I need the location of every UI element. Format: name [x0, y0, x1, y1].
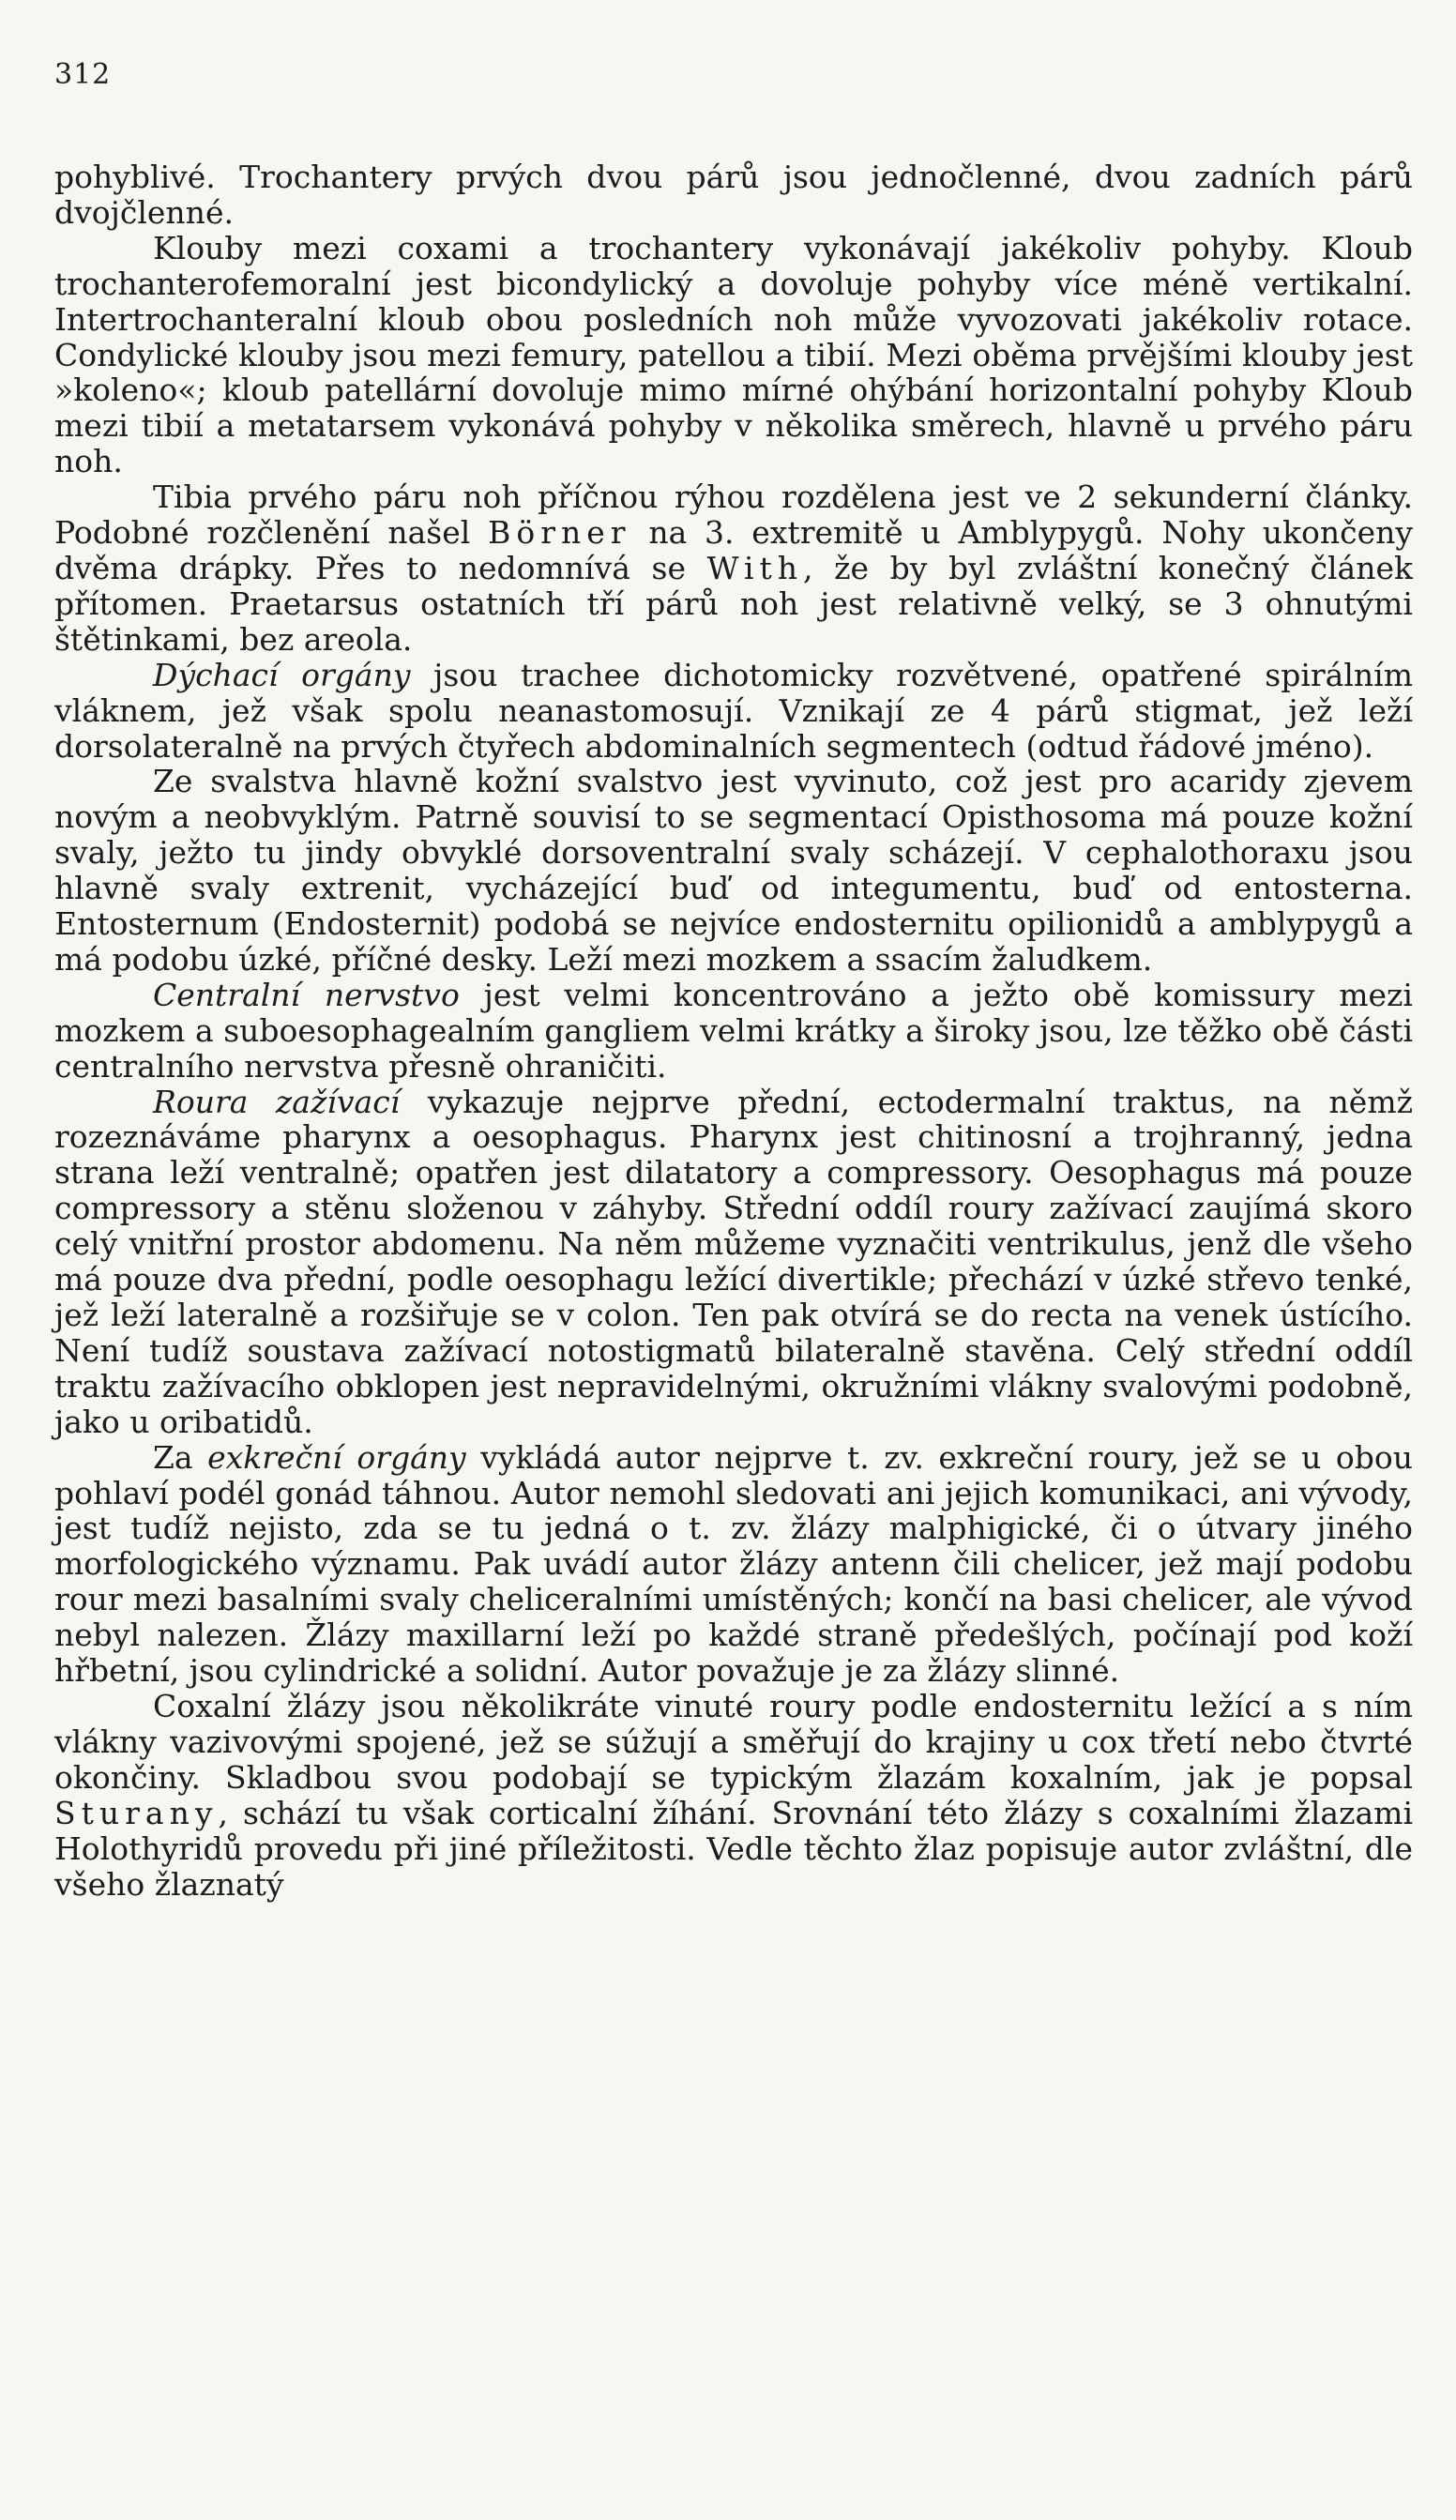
text-run: jest velmi koncentrováno a ježto obě komissury mezi mozkem a suboesophagealním gangliem velmi krátky a široky jsou, lze těžko obě části centralního nervstva přesně ohraničiti. [54, 976, 1413, 1085]
paragraph-coxal-glands [54, 1689, 1413, 1902]
paragraph-excretory [54, 1440, 1413, 1689]
author-name-sturany: Sturany [54, 1794, 219, 1831]
body-text [54, 159, 1413, 1902]
page-number: 312 [54, 58, 112, 91]
author-name-borner: Börner [488, 514, 631, 552]
text-run: Coxalní žlázy jsou několikráte vinuté roury podle endosternitu ležící a s ním vlákny vazivovými spojené, jež se súžují a směřují do krajiny u cox třetí nebo čtvrté okončiny. Skladbou svou podobají se typickým žlazám koxalním, jak je popsal [54, 1687, 1413, 1796]
paragraph-joints [54, 231, 1413, 479]
text-run: , že by byl zvláštní konečný článek přítomen. Praetarsus ostatních tří párů noh jest relativně velký, se 3 ohnutými štětinkami, bez areola. [54, 549, 1413, 658]
paragraph-respiratory [54, 658, 1413, 765]
text-run: na 3. extremitě u Amblypygů. Nohy ukončeny dvěma drápky. Přes to nedomnívá se [54, 514, 1414, 586]
section-heading-digestive: Roura zažívací [153, 1083, 401, 1120]
paragraph-tibia [54, 479, 1413, 658]
text-run: vykazuje nejprve přední, ectodermalní traktus, na němž rozeznáváme pharynx a oesophagus. Pharynx jest chitinosní a trojhranný, jedna strana leží ventralně; opatřen jest dilatatory a compressory. Oesophagus má pouze compressory a stěnu složenou v záhyby. Střední oddíl roury zažívací zaujímá skoro celý vnitřní prostor abdomenu. Na něm můžeme vyznačiti ventrikulus, jenž dle všeho má pouze dva přední, podle oesophagu ležící divertikle; přechází v úzké střevo tenké, jež leží lateralně a rozšiřuje se v colon. Ten pak otvírá se do recta na venek ústícího. Není tudíž soustava zažívací notostigmatů bilateralně stavěna. Celý střední oddíl traktu zažívacího obklopen jest nepravidelnými, okružními vlákny svalovými podobně, jako u oribatidů. [54, 1083, 1414, 1440]
paragraph-continuation [54, 159, 1413, 231]
section-heading-respiratory: Dýchací orgány [153, 656, 411, 693]
text-run: vykládá autor nejprve t. zv. exkreční roury, jež se u obou pohlaví podél gonád táhnou. Autor nemohl sledovati ani jejich komunikaci, ani vývody, jest tudíž nejisto, zda se tu jedná o t. zv. žlázy malphigické, či o útvary jiného morfologického významu. Pak uvádí autor žlázy antenn čili chelicer, jež mají podobu rour mezi basalními svaly cheliceralními umístěných; končí na basi chelicer, ale vývod nebyl nalezen. Žlázy maxillarní leží po každé straně předešlých, počínají pod koží hřbetní, jsou cylindrické a solidní. Autor považuje je za žlázy slinné. [54, 1438, 1414, 1690]
text-run: pohyblivé. Trochantery prvých dvou párů jsou jednočlenné, dvou zadních párů dvojčlenné. [54, 159, 1413, 231]
text-run: Klouby mezi coxami a trochantery vykonávají jakékoliv pohyby. Kloub trochanterofemoralní jest bicondylický a dovoluje pohyby více méně vertikalní. Intertrochanteralní kloub obou posledních noh může vyvozovati jakékoliv rotace. Condylické klouby jsou mezi femury, patellou a tibií. Mezi oběma prvějšími klouby jest »koleno«; kloub patellární dovoluje mimo mírné ohýbání horizontalní pohyby Kloub mezi tibií a metatarsem vykonává pohyby v několika směrech, hlavně u prvého páru noh. [54, 229, 1413, 480]
paragraph-musculature [54, 764, 1413, 977]
paragraph-nervous [54, 978, 1413, 1085]
text-run: , schází tu však corticalní žíhání. Srovnání této žlázy s coxalními žlazami Holothyridů provedu při jiné příležitosti. Vedle těchto žlaz popisuje autor zvláštní, dle všeho žlaznatý [54, 1794, 1413, 1903]
text-run: jsou trachee dichotomicky rozvětvené, opatřené spirálním vláknem, jež však spolu neanastomosují. Vznikají ze 4 párů stigmat, jež leží dorsolateralně na prvých čtyřech abdominalních segmentech (odtud řádové jméno). [54, 656, 1413, 765]
section-heading-excretory: exkreční orgány [207, 1438, 466, 1476]
paragraph-digestive [54, 1085, 1413, 1440]
text-run: Ze svalstva hlavně kožní svalstvo jest vyvinuto, což jest pro acaridy zjevem novým a neobvyklým. Patrně souvisí to se segmentací Opisthosoma má pouze kožní svaly, ježto tu jindy obvyklé dorsoventralní svaly scházejí. V cephalothoraxu jsou hlavně svaly extrenit, vycházející buď od integumentu, buď od entosterna. Entosternum (Endosternit) podobá se nejvíce endosternitu opilionidů a amblypygů a má podobu úzké, příčné desky. Leží mezi mozkem a ssacím žaludkem. [54, 763, 1413, 978]
author-name-with: With [706, 549, 804, 586]
text-run: Tibia prvého páru noh příčnou rýhou rozdělena jest ve 2 sekunderní články. Podobné rozčlenění našel [54, 478, 1413, 552]
text-run: Za [153, 1438, 208, 1476]
section-heading-nervous: Centralní nervstvo [153, 976, 460, 1013]
